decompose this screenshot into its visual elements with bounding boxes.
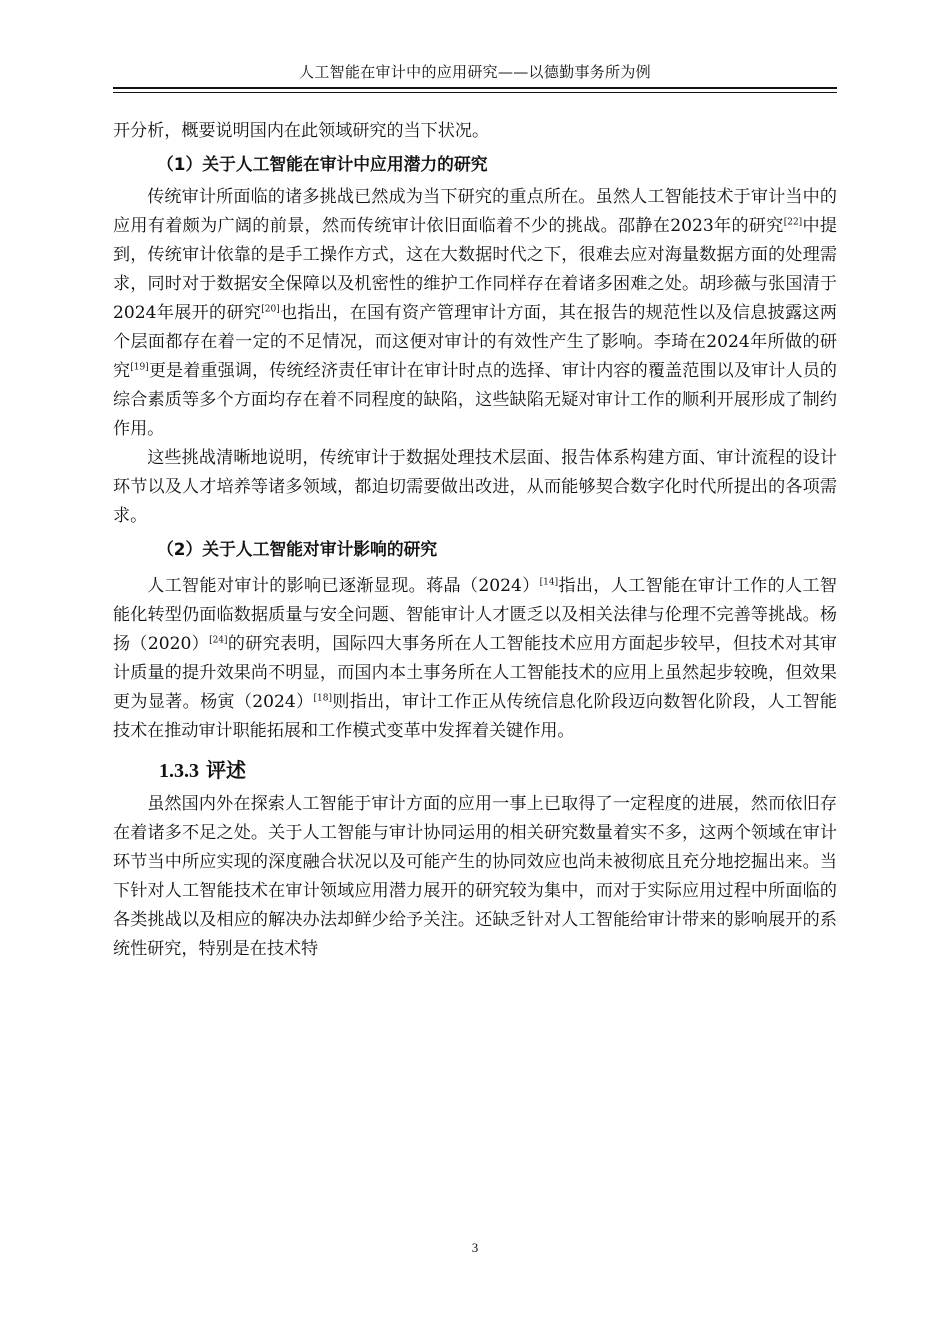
paragraph-challenges-summary: 这些挑战清晰地说明，传统审计于数据处理技术层面、报告体系构建方面、审计流程的设计环节以及人才培养等诸多领域，都迫切需要做出改进，从而能够契合数字化时代所提出的各项需求。 <box>113 448 837 526</box>
page-number: 3 <box>471 1240 479 1255</box>
paragraph-ai-impact <box>113 572 837 746</box>
citation-ref: [24] <box>209 635 228 646</box>
page-body <box>113 117 837 964</box>
section-heading <box>113 756 837 786</box>
header-rule-thick <box>113 87 837 89</box>
text-run: 人工智能对审计的影响已逐渐显现。蒋晶（2024） <box>147 576 540 596</box>
paragraph-traditional-audit-challenges <box>113 183 837 444</box>
subheading-ai-potential: （1）关于人工智能在审计中应用潜力的研究 <box>157 154 488 174</box>
text-run: 也指出，在国有资产管理审计方面，其在报告的规范性以及信息披露这两个层面都存在着一定的不足情况，而这便对审计的有效性产生了影响。李琦在2024年所做的研究 <box>113 303 837 381</box>
citation-ref: [14] <box>539 577 559 588</box>
text-run: 传统审计所面临的诸多挑战已然成为当下研究的重点所在。虽然人工智能技术于审计当中的应用有着颇为广阔的前景，然而传统审计依旧面临着不少的挑战。邵静在2023年的研究 <box>113 187 837 236</box>
text-run: 中提到，传统审计依靠的是手工操作方式，这在大数据时代之下，很难去应对海量数据方面的处理需求，同时对于数据安全保障以及机密性的维护工作同样存在着诸多困难之处。胡珍薇与张国清于2024年展开的研究 <box>113 216 838 323</box>
continued-paragraph: 开分析，概要说明国内在此领域研究的当下状况。 <box>113 121 490 141</box>
text-run: 指出，人工智能在审计工作的人工智能化转型仍面临数据质量与安全问题、智能审计人才匮乏以及相关法律与伦理不完善等挑战。杨扬（2020） <box>113 576 837 654</box>
text-run: 则指出，审计工作正从传统信息化阶段迈向数智化阶段，人工智能技术在推动审计职能拓展和工作模式变革中发挥着关键作用。 <box>113 692 837 741</box>
header-rule-thin <box>113 92 837 93</box>
paragraph-review: 虽然国内外在探索人工智能于审计方面的应用一事上已取得了一定程度的进展，然而依旧存在着诸多不足之处。关于人工智能与审计协同运用的相关研究数量着实不多，这两个领域在审计环节当中所应实现的深度融合状况以及可能产生的协同效应也尚未被彻底且充分地挖掘出来。当下针对人工智能技术在审计领域应用潜力展开的研究较为集中，而对于实际应用过程中所面临的各类挑战以及相应的解决办法却鲜少给予关注。还缺乏针对人工智能给审计带来的影响展开的系统性研究，特别是在技术特 <box>113 794 837 959</box>
citation-ref: [19] <box>130 362 149 373</box>
text-run: 的研究表明，国际四大事务所在人工智能技术应用方面起步较早，但技术对其审计质量的提升效果尚不明显，而国内本土事务所在人工智能技术的应用上虽然起步较晚，但效果更为显著。杨寅（2024） <box>113 634 837 712</box>
running-header: 人工智能在审计中的应用研究——以德勤事务所为例 <box>299 63 651 81</box>
citation-ref: [18] <box>313 693 333 704</box>
citation-ref: [20] <box>261 304 280 315</box>
section-number: 1.3.3 <box>159 760 199 782</box>
subheading-ai-impact: （2）关于人工智能对审计影响的研究 <box>157 539 438 559</box>
section-title: 评述 <box>205 758 246 782</box>
citation-ref: [22] <box>783 217 803 228</box>
text-run: 更是着重强调，传统经济责任审计在审计时点的选择、审计内容的覆盖范围以及审计人员的综合素质等多个方面均存在着不同程度的缺陷，这些缺陷无疑对审计工作的顺利开展形成了制约作用。 <box>113 361 838 439</box>
